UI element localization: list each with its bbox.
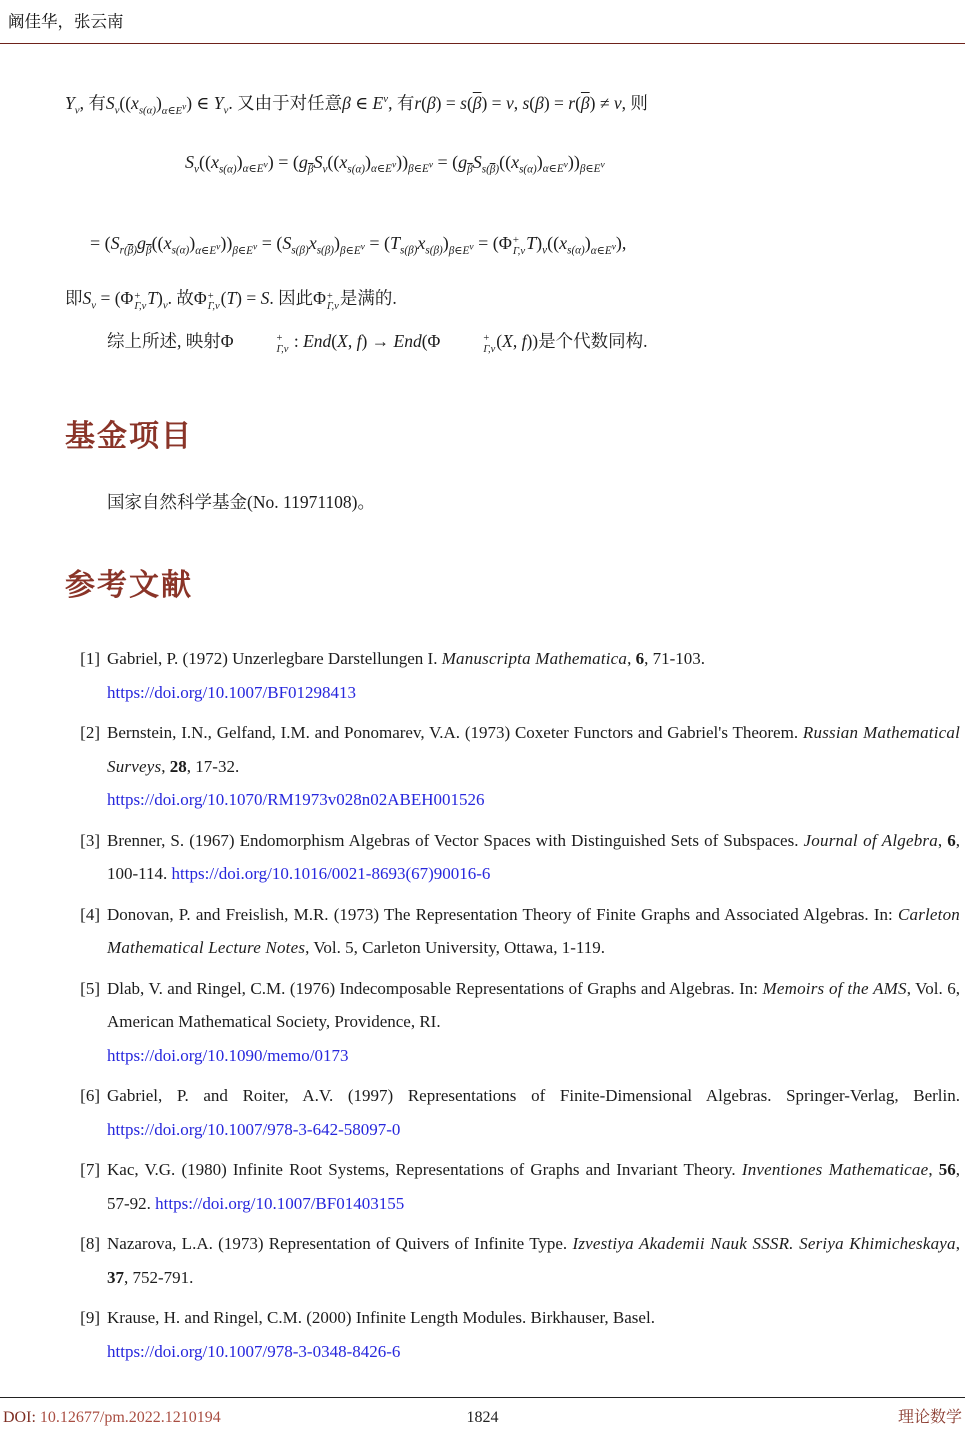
doi-link[interactable]: https://doi.org/10.1007/978-3-642-58097-0 [107,1119,401,1139]
section-title-references: 参考文献 [65,568,193,604]
reference-item [65,1227,960,1294]
page-content [65,44,960,1368]
footer-doi-link[interactable]: 10.12677/pm.2022.1210194 [39,1409,221,1426]
reference-item [65,1153,960,1220]
reference-item [65,1079,960,1146]
reference-text: Donovan, P. and Freislish, M.R. (1973) The Representation Theory of Finite Graphs and Associated Algebras. In: Carleton Mathematical Lecture Notes, Vol. 5, Carleton University, Ottawa, 1-119. [107,904,960,958]
reference-text: Nazarova, L.A. (1973) Representation of Quivers of Infinite Type. Izvestiya Akademii Nauk SSSR. Seriya Khimicheskaya, 37, 752-791. [107,1234,960,1287]
reference-label: [4] [80,904,100,924]
reference-text: Dlab, V. and Ringel, C.M. (1976) Indecomposable Representations of Graphs and Algebras. In: Memoirs of the AMS, Vol. 6, American Mathematical Society, Providence, RI. https://doi.org/10.1090/memo/0173 [107,978,960,1065]
math-paragraph: 综上所述, 映射Φ + Γ,v : End(X, f) → End(Φ + Γ,v (X, f))是个代数同构. [107,331,648,355]
reference-label: [3] [80,830,100,850]
reference-item [65,824,960,891]
math-paragraph: = $(S_{r(\overline{\beta})}g_{\overline{\beta}}((x_{s(\alpha)})_{\alpha\in E^v}))_{\beta\in E^v} = (S_{s(\beta)}x_{s(\beta)})_{\beta\in E^v} = (T_{s(\beta)}x_{s(\beta)})_{\beta\in E^v} = (\Phi$ + Γ,v $T)_v((x_{s(\alpha)})_{\alpha\in E^v})$, [90,233,627,257]
reference-text: Gabriel, P. and Roiter, A.V. (1997) Representations of Finite-Dimensional Algebras. Springer-Verlag, Berlin. https://doi.org/10.1007/978-3-642-58097-0 [107,1086,960,1139]
doi-link[interactable]: https://doi.org/10.1007/978-3-0348-8426-6 [107,1341,401,1361]
reference-label: [9] [80,1308,100,1328]
page-footer [0,1397,965,1430]
doi-link[interactable]: https://doi.org/10.1016/0021-8693(67)90016-6 [171,864,491,884]
reference-label: [7] [80,1160,100,1180]
footer-doi [3,1409,323,1427]
reference-text: Gabriel, P. (1972) Unzerlegbare Darstellungen I. Manuscripta Mathematica, 6, 71-103. https://doi.org/10.1007/BF01298413 [107,649,706,702]
reference-label: [2] [80,723,100,743]
reference-list [65,642,960,1368]
math-paragraph: $S_v((x_{s(\alpha)})_{\alpha\in E^v}) = (g_{\overline{\beta}}S_v((x_{s(\alpha)})_{\alpha\in E^v}))_{\beta\in E^v} = (g_{\overline{\beta}}S_{s(\overline{\beta})}((x_{s(\alpha)})_{\alpha\in E^v}))_{\beta\in E^v}$ [185,151,605,176]
reference-item [65,716,960,817]
running-header-authors: 阚佳华，张云南 [8,12,124,31]
reference-label: [8] [80,1234,100,1254]
reference-label: [6] [80,1086,100,1106]
reference-text: Kac, V.G. (1980) Infinite Root Systems, Representations of Graphs and Invariant Theory. Inventiones Mathematicae, 56, 57-92. https://doi.org/10.1007/BF01403155 [107,1160,961,1213]
doi-link[interactable]: https://doi.org/10.1007/BF01298413 [107,682,357,702]
reference-text: Bernstein, I.N., Gelfand, I.M. and Ponomarev, V.A. (1973) Coxeter Functors and Gabriel's Theorem. Russian Mathematical Surveys, 28, 17-32. https://doi.org/10.1070/RM1973v028n02ABEH001526 [107,723,960,810]
doi-link[interactable]: https://doi.org/10.1090/memo/0173 [107,1045,349,1065]
journal-name: 理论数学 [898,1409,963,1426]
doi-link[interactable]: https://doi.org/10.1070/RM1973v028n02ABEH001526 [107,790,485,810]
reference-text: Krause, H. and Ringel, C.M. (2000) Infinite Length Modules. Birkhauser, Basel. https://doi.org/10.1007/978-3-0348-8426-6 [107,1308,655,1361]
page-number: 1824 [466,1409,499,1426]
section-title-fund: 基金项目 [65,419,193,455]
doi-label: DOI: [3,1409,36,1426]
math-block [65,44,960,355]
reference-item [65,1301,960,1368]
math-paragraph: $Y_v$, 有$S_v((x_{s(\alpha)})_{\alpha\in E^v})$ ∈ $Y_v$. 又由于对任意β ∈ $E^v$, 有$r(\beta) = s(\overline{\beta}) = v$, $s(\beta) = r(\overline{\beta}) \ne v$, 则 [65,93,648,117]
reference-item [65,972,960,1073]
reference-item [65,642,960,709]
reference-text: Brenner, S. (1967) Endomorphism Algebras of Vector Spaces with Distinguished Sets of Subspaces. Journal of Algebra, 6, 100-114. https://doi.org/10.1016/0021-8693(67)90016-6 [107,830,961,884]
reference-label: [5] [80,978,100,998]
math-paragraph: 即$S_v = (\Phi$ + Γ,v $T)_v$. 故Φ + Γ,v (T) = S. 因此Φ + Γ,v 是满的. [65,288,397,313]
doi-link[interactable]: https://doi.org/10.1007/BF01403155 [155,1193,405,1213]
reference-item [65,898,960,965]
fund-body-text: 国家自然科学基金(No. 11971108)。 [107,492,375,513]
reference-label: [1] [80,649,100,669]
